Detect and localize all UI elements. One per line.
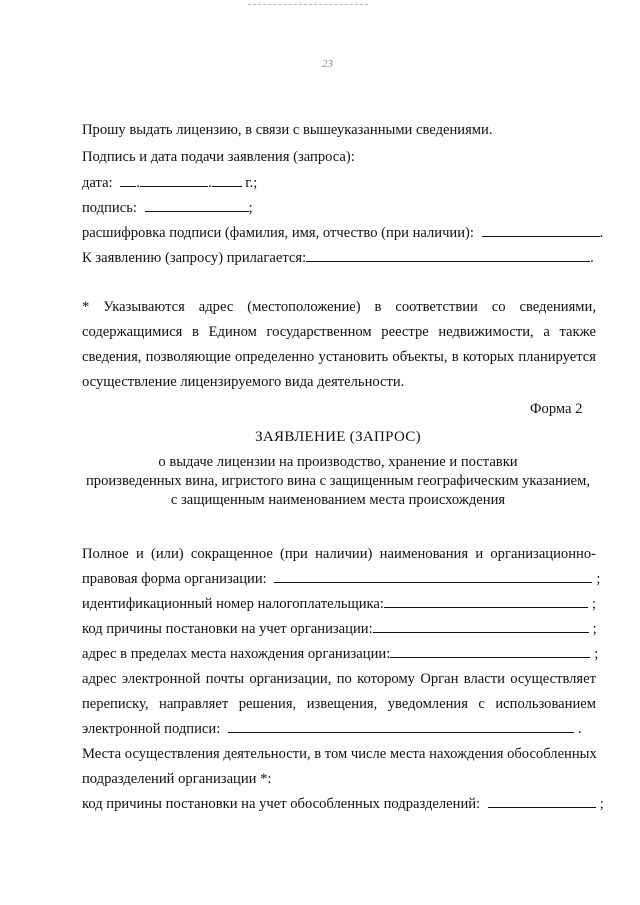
form-label: Форма 2: [530, 401, 583, 417]
org-name-end: ;: [596, 571, 601, 587]
kpp-end: ;: [592, 621, 597, 637]
signature-decode-end: .: [599, 225, 604, 241]
org-name-row: [82, 570, 600, 588]
footnote-line-4: осуществление лицензируемого вида деятельности.: [82, 374, 405, 390]
org-name-label: правовая форма организации:: [82, 571, 267, 587]
places-line-2: подразделений организации *:: [82, 771, 272, 787]
address-blank[interactable]: [390, 645, 590, 658]
form-title: ЗАЯВЛЕНИЕ (ЗАПРОС): [255, 429, 421, 445]
address-end: ;: [594, 646, 599, 662]
subtitle-line-2: произведенных вина, игристого вина с защищенным географическим указанием,: [85, 473, 591, 489]
branch-kpp-label: код причины постановки на учет обособленных подразделений:: [82, 796, 481, 812]
places-line-1: Места осуществления деятельности, в том числе места нахождения обособленных: [82, 746, 597, 762]
email-end: .: [577, 721, 582, 737]
inn-row: [82, 595, 596, 613]
signature-row: [82, 199, 253, 217]
attached-row: [82, 249, 594, 267]
kpp-row: [82, 620, 597, 638]
date-sep-2: .: [207, 175, 212, 191]
signature-date-heading: Подпись и дата подачи заявления (запроса):: [82, 149, 355, 165]
date-day-blank[interactable]: [120, 174, 136, 187]
branch-kpp-row: [82, 795, 604, 813]
inn-end: ;: [591, 596, 597, 612]
date-sep-1: .: [136, 175, 140, 191]
kpp-label: код причины постановки на учет организации:: [82, 621, 373, 637]
address-row: [82, 645, 598, 663]
email-blank[interactable]: [228, 720, 574, 733]
footnote-line-2: содержащимися в Едином государственном реестре недвижимости, а также: [82, 324, 596, 340]
org-name-line-1: Полное и (или) сокращенное (при наличии) наименования и организационно-: [82, 546, 596, 562]
signature-label: подпись:: [82, 200, 137, 216]
date-month-blank[interactable]: [140, 174, 208, 187]
date-year-suffix: г.;: [245, 175, 258, 191]
request-line: Прошу выдать лицензию, в связи с вышеуказанными сведениями.: [82, 122, 493, 138]
email-line-2: переписку, направляет решения, извещения, уведомления с использованием: [82, 696, 596, 712]
date-year-blank[interactable]: [212, 174, 242, 187]
attached-blank[interactable]: [306, 249, 590, 262]
subtitle-line-3: с защищенным наименованием места происхождения: [170, 492, 506, 508]
inn-blank[interactable]: [384, 595, 588, 608]
signature-decode-blank[interactable]: [482, 224, 600, 237]
org-name-blank[interactable]: [274, 570, 592, 583]
signature-decode-row: [82, 224, 603, 242]
address-label: адрес в пределах места нахождения организации:: [82, 646, 391, 662]
top-edge-mark: [248, 4, 368, 5]
branch-kpp-end: ;: [599, 796, 604, 812]
branch-kpp-blank[interactable]: [488, 795, 596, 808]
attached-label: К заявлению (запросу) прилагается:: [82, 250, 307, 266]
footnote-line-3: сведения, позволяющие определенно установить объекты, в которых планируется: [82, 349, 596, 365]
signature-decode-label: расшифровка подписи (фамилия, имя, отчество (при наличии):: [82, 225, 474, 241]
date-label: дата:: [82, 175, 113, 191]
subtitle-line-1: о выдаче лицензии на производство, хранение и поставки: [158, 454, 518, 470]
email-line-1: адрес электронной почты организации, по которому Орган власти осуществляет: [82, 671, 596, 687]
page-number: 23: [322, 58, 333, 70]
kpp-blank[interactable]: [373, 620, 589, 633]
signature-blank[interactable]: [145, 199, 249, 212]
inn-label: идентификационный номер налогоплательщика:: [82, 596, 384, 612]
footnote-line-1: * Указываются адрес (местоположение) в соответствии со сведениями,: [82, 299, 596, 315]
attached-end: .: [590, 250, 594, 266]
email-row: [82, 720, 582, 738]
date-row: [82, 174, 257, 192]
signature-end: ;: [248, 200, 253, 216]
email-label: электронной подписи:: [82, 721, 221, 737]
